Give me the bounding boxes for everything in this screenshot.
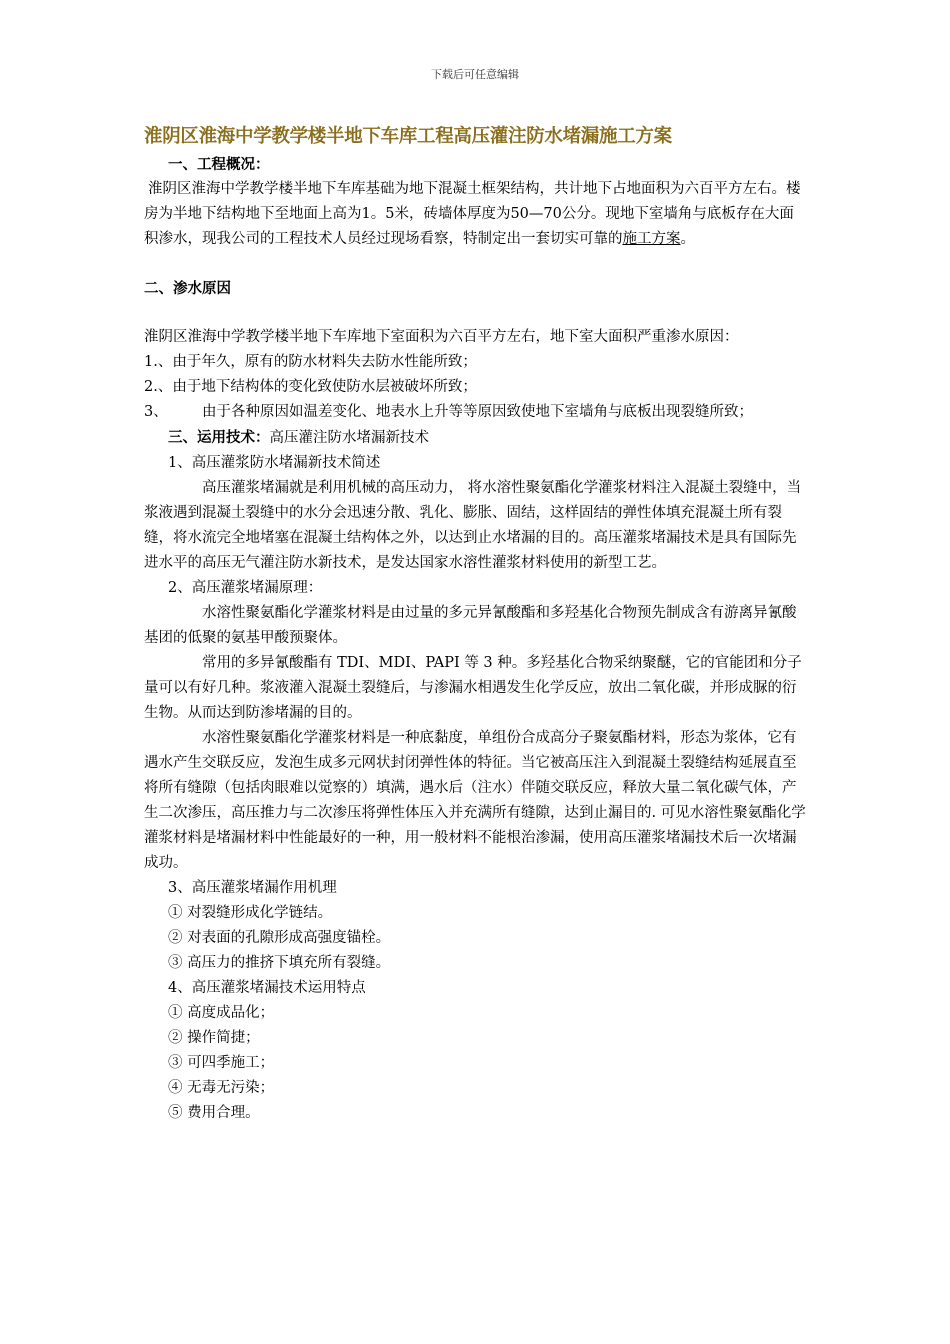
document-body bbox=[144, 122, 808, 1126]
page-header: 下载后可任意编辑 bbox=[431, 68, 519, 81]
subsection-2-paragraph-3: 水溶性聚氨酯化学灌浆材料是一种底黏度，单组份合成高分子聚氨酯材料，形态为浆体，它有遇水产生交联反应，发泡生成多元网状封闭弹性体的特征。当它被高压注入到混凝土裂缝结构延展直至将所有缝隙（包括肉眼难以觉察的）填满，遇水后（注水）伴随交联反应，释放大量二氧化碳气体，产生二次渗压，高压推力与二次渗压将弹性体压入并充满所有缝隙，达到止漏目的. 可见水溶性聚氨酯化学灌浆材料是堵漏材料中性能最好的一种，用一般材料不能根治渗漏，使用高压灌浆堵漏技术后一次堵漏成功。 bbox=[144, 730, 806, 871]
section-1-heading: 一、工程概况： bbox=[168, 156, 270, 173]
section-1-text-end: 。 bbox=[680, 231, 695, 247]
section-3-heading-label: 三、运用技术： bbox=[168, 429, 270, 446]
feature-item: ⑤ 费用合理。 bbox=[168, 1105, 260, 1121]
section-3-heading-rest: 高压灌注防水堵漏新技术 bbox=[269, 430, 429, 446]
section-2-intro: 淮阴区淮海中学教学楼半地下车库地下室面积为六百平方左右，地下室大面积严重渗水原因： bbox=[144, 329, 739, 345]
feature-item: ① 高度成品化； bbox=[168, 1005, 275, 1021]
subsection-4-heading: 4、高压灌浆堵漏技术运用特点 bbox=[168, 980, 366, 996]
section-1-text: 淮阴区淮海中学教学楼半地下车库基础为地下混凝土框架结构，共计地下占地面积为六百平方左右。楼房为半地下结构地下至地面上高为1。5米，砖墙体厚度为50—70公分。现地下室墙角与底板存在大面积渗水，现我公司的工程技术人员经过现场看察，特制定出一套切实可靠的 bbox=[144, 181, 801, 247]
construction-plan-link[interactable]: 施工方案 bbox=[622, 231, 681, 247]
subsection-2-paragraph-1: 水溶性聚氨酯化学灌浆材料是由过量的多元异氰酸酯和多羟基化合物预先制成含有游离异氰酸基团的低聚的氨基甲酸预聚体。 bbox=[144, 605, 797, 646]
section-1-paragraph bbox=[144, 177, 808, 252]
reason-item-3 bbox=[144, 400, 808, 425]
mechanism-item: ② 对表面的孔隙形成高强度锚栓。 bbox=[168, 930, 391, 946]
subsection-2-heading: 2、高压灌浆堵漏原理： bbox=[168, 580, 323, 596]
mechanism-item: ① 对裂缝形成化学链结。 bbox=[168, 905, 333, 921]
subsection-1-heading: 1、高压灌浆防水堵漏新技术简述 bbox=[168, 455, 381, 471]
section-3-heading bbox=[144, 425, 808, 451]
subsection-1-paragraph: 高压灌浆堵漏就是利用机械的高压动力， 将水溶性聚氨酯化学灌浆材料注入混凝土裂缝中，当浆液遇到混凝土裂缝中的水分会迅速分散、乳化、膨胀、固结，这样固结的弹性体填充混凝土所有裂缝，将水流完全地堵塞在混凝土结构体之外，以达到止水堵漏的目的。高压灌浆堵漏技术是具有国际先进水平的高压无气灌注防水新技术，是发达国家水溶性灌浆材料使用的新型工艺。 bbox=[144, 480, 802, 571]
reason-item-3-number: 3、 bbox=[144, 404, 168, 420]
feature-item: ② 操作简捷； bbox=[168, 1030, 260, 1046]
section-2-heading: 二、渗水原因 bbox=[144, 280, 231, 297]
reason-item-1: 1.、由于年久，原有的防水材料失去防水性能所致； bbox=[144, 354, 477, 370]
feature-item: ④ 无毒无污染； bbox=[168, 1080, 275, 1096]
subsection-2-paragraph-2: 常用的多异氰酸酯有 TDI、MDI、PAPI 等 3 种。多羟基化合物采纳聚醚，它的官能团和分子量可以有好几种。浆液灌入混凝土裂缝后，与渗漏水相遇发生化学反应，放出二氧化碳，并形成脲的衍生物。从而达到防渗堵漏的目的。 bbox=[144, 655, 802, 721]
mechanism-item: ③ 高压力的推挤下填充所有裂缝。 bbox=[168, 955, 391, 971]
feature-item: ③ 可四季施工； bbox=[168, 1055, 275, 1071]
reason-item-3-text: 由于各种原因如温差变化、地表水上升等等原因致使地下室墙角与底板出现裂缝所致； bbox=[202, 404, 753, 420]
reason-item-2: 2.、由于地下结构体的变化致使防水层被破坏所致； bbox=[144, 379, 477, 395]
subsection-3-heading: 3、高压灌浆堵漏作用机理 bbox=[168, 880, 337, 896]
document-title: 淮阴区淮海中学教学楼半地下车库工程高压灌注防水堵漏施工方案 bbox=[144, 126, 672, 147]
